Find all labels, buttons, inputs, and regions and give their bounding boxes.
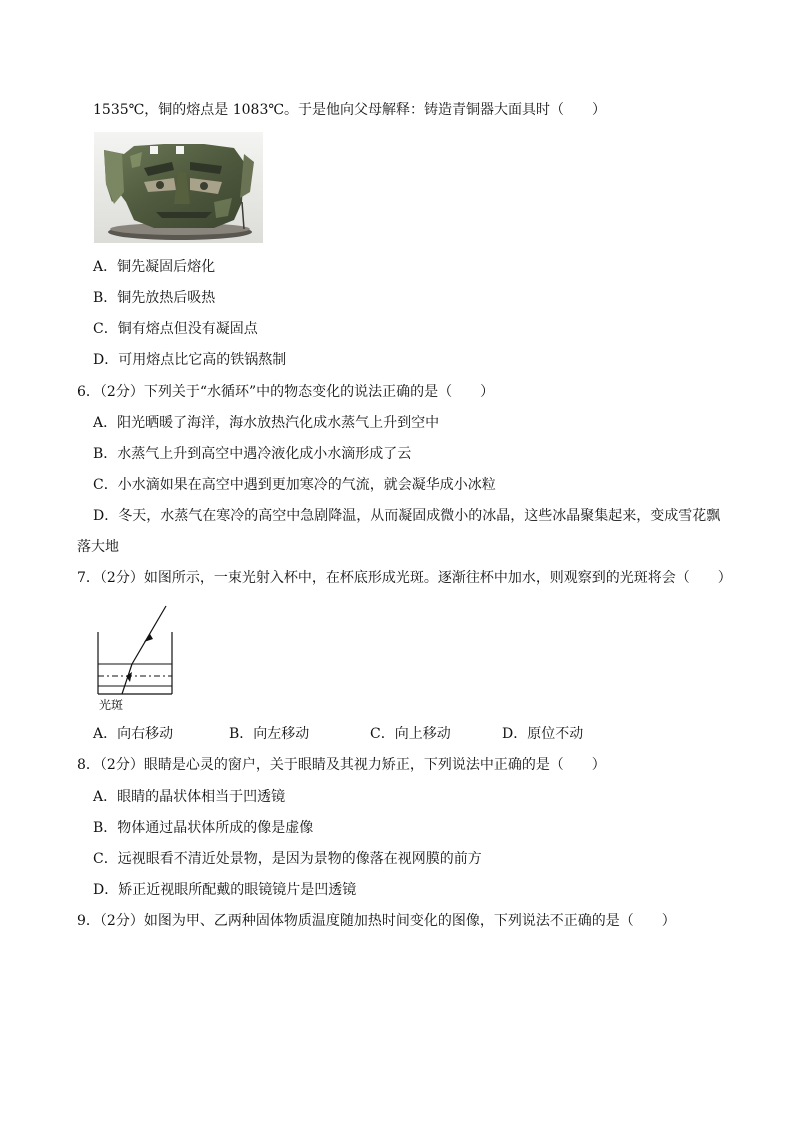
q7-option-a: A．向右移动: [93, 726, 174, 742]
q5-option-c: C．铜有熔点但没有凝固点: [93, 321, 258, 337]
q9-stem: 9．（2分）如图为甲、乙两种固体物质温度随加热时间变化的图像，下列说法不正确的是（ ）: [77, 913, 676, 929]
q8-stem: 8．（2分）眼睛是心灵的窗户，关于眼睛及其视力矫正，下列说法中正确的是（ ）: [77, 757, 606, 773]
q6-option-d-wrap: 落大地: [77, 539, 119, 555]
q6-option-a: A．阳光晒暖了海洋，海水放热汽化成水蒸气上升到空中: [93, 415, 440, 431]
q8-option-d: D．矫正近视眼所配戴的眼镜镜片是凹透镜: [93, 882, 357, 898]
q8-option-a: A．眼睛的晶状体相当于凹透镜: [93, 789, 286, 805]
q8-option-b: B．物体通过晶状体所成的像是虚像: [93, 820, 314, 836]
q5-option-d: D．可用熔点比它高的铁锅熬制: [93, 352, 287, 368]
q6-option-b: B．水蒸气上升到高空中遇冷液化成小水滴形成了云: [93, 446, 412, 462]
bronze-mask-photo: [94, 132, 263, 243]
light-spot-label: 光斑: [99, 698, 124, 712]
q5-stem-continuation: 1535℃，铜的熔点是 1083℃。于是他向父母解释：铸造青铜器大面具时（ ）: [93, 102, 607, 118]
q7-option-c: C．向上移动: [370, 726, 451, 742]
q6-option-c: C．小水滴如果在高空中遇到更加寒冷的气流，就会凝华成小冰粒: [93, 477, 496, 493]
q7-stem: 7．（2分）如图所示，一束光射入杯中，在杯底形成光斑。逐渐往杯中加水，则观察到的光斑将会（ ）: [77, 570, 732, 586]
q7-option-b: B．向左移动: [229, 726, 310, 742]
q5-option-b: B．铜先放热后吸热: [93, 290, 216, 306]
q5-option-a: A．铜先凝固后熔化: [93, 259, 216, 275]
q7-option-d: D．原位不动: [502, 726, 584, 742]
q8-option-c: C．远视眼看不清近处景物，是因为景物的像落在视网膜的前方: [93, 851, 482, 867]
q6-stem: 6．（2分）下列关于“水循环”中的物态变化的说法正确的是（ ）: [77, 384, 495, 400]
q6-option-d: D．冬天，水蒸气在寒冷的高空中急剧降温，从而凝固成微小的冰晶，这些冰晶聚集起来，变成雪花飘: [93, 508, 721, 524]
